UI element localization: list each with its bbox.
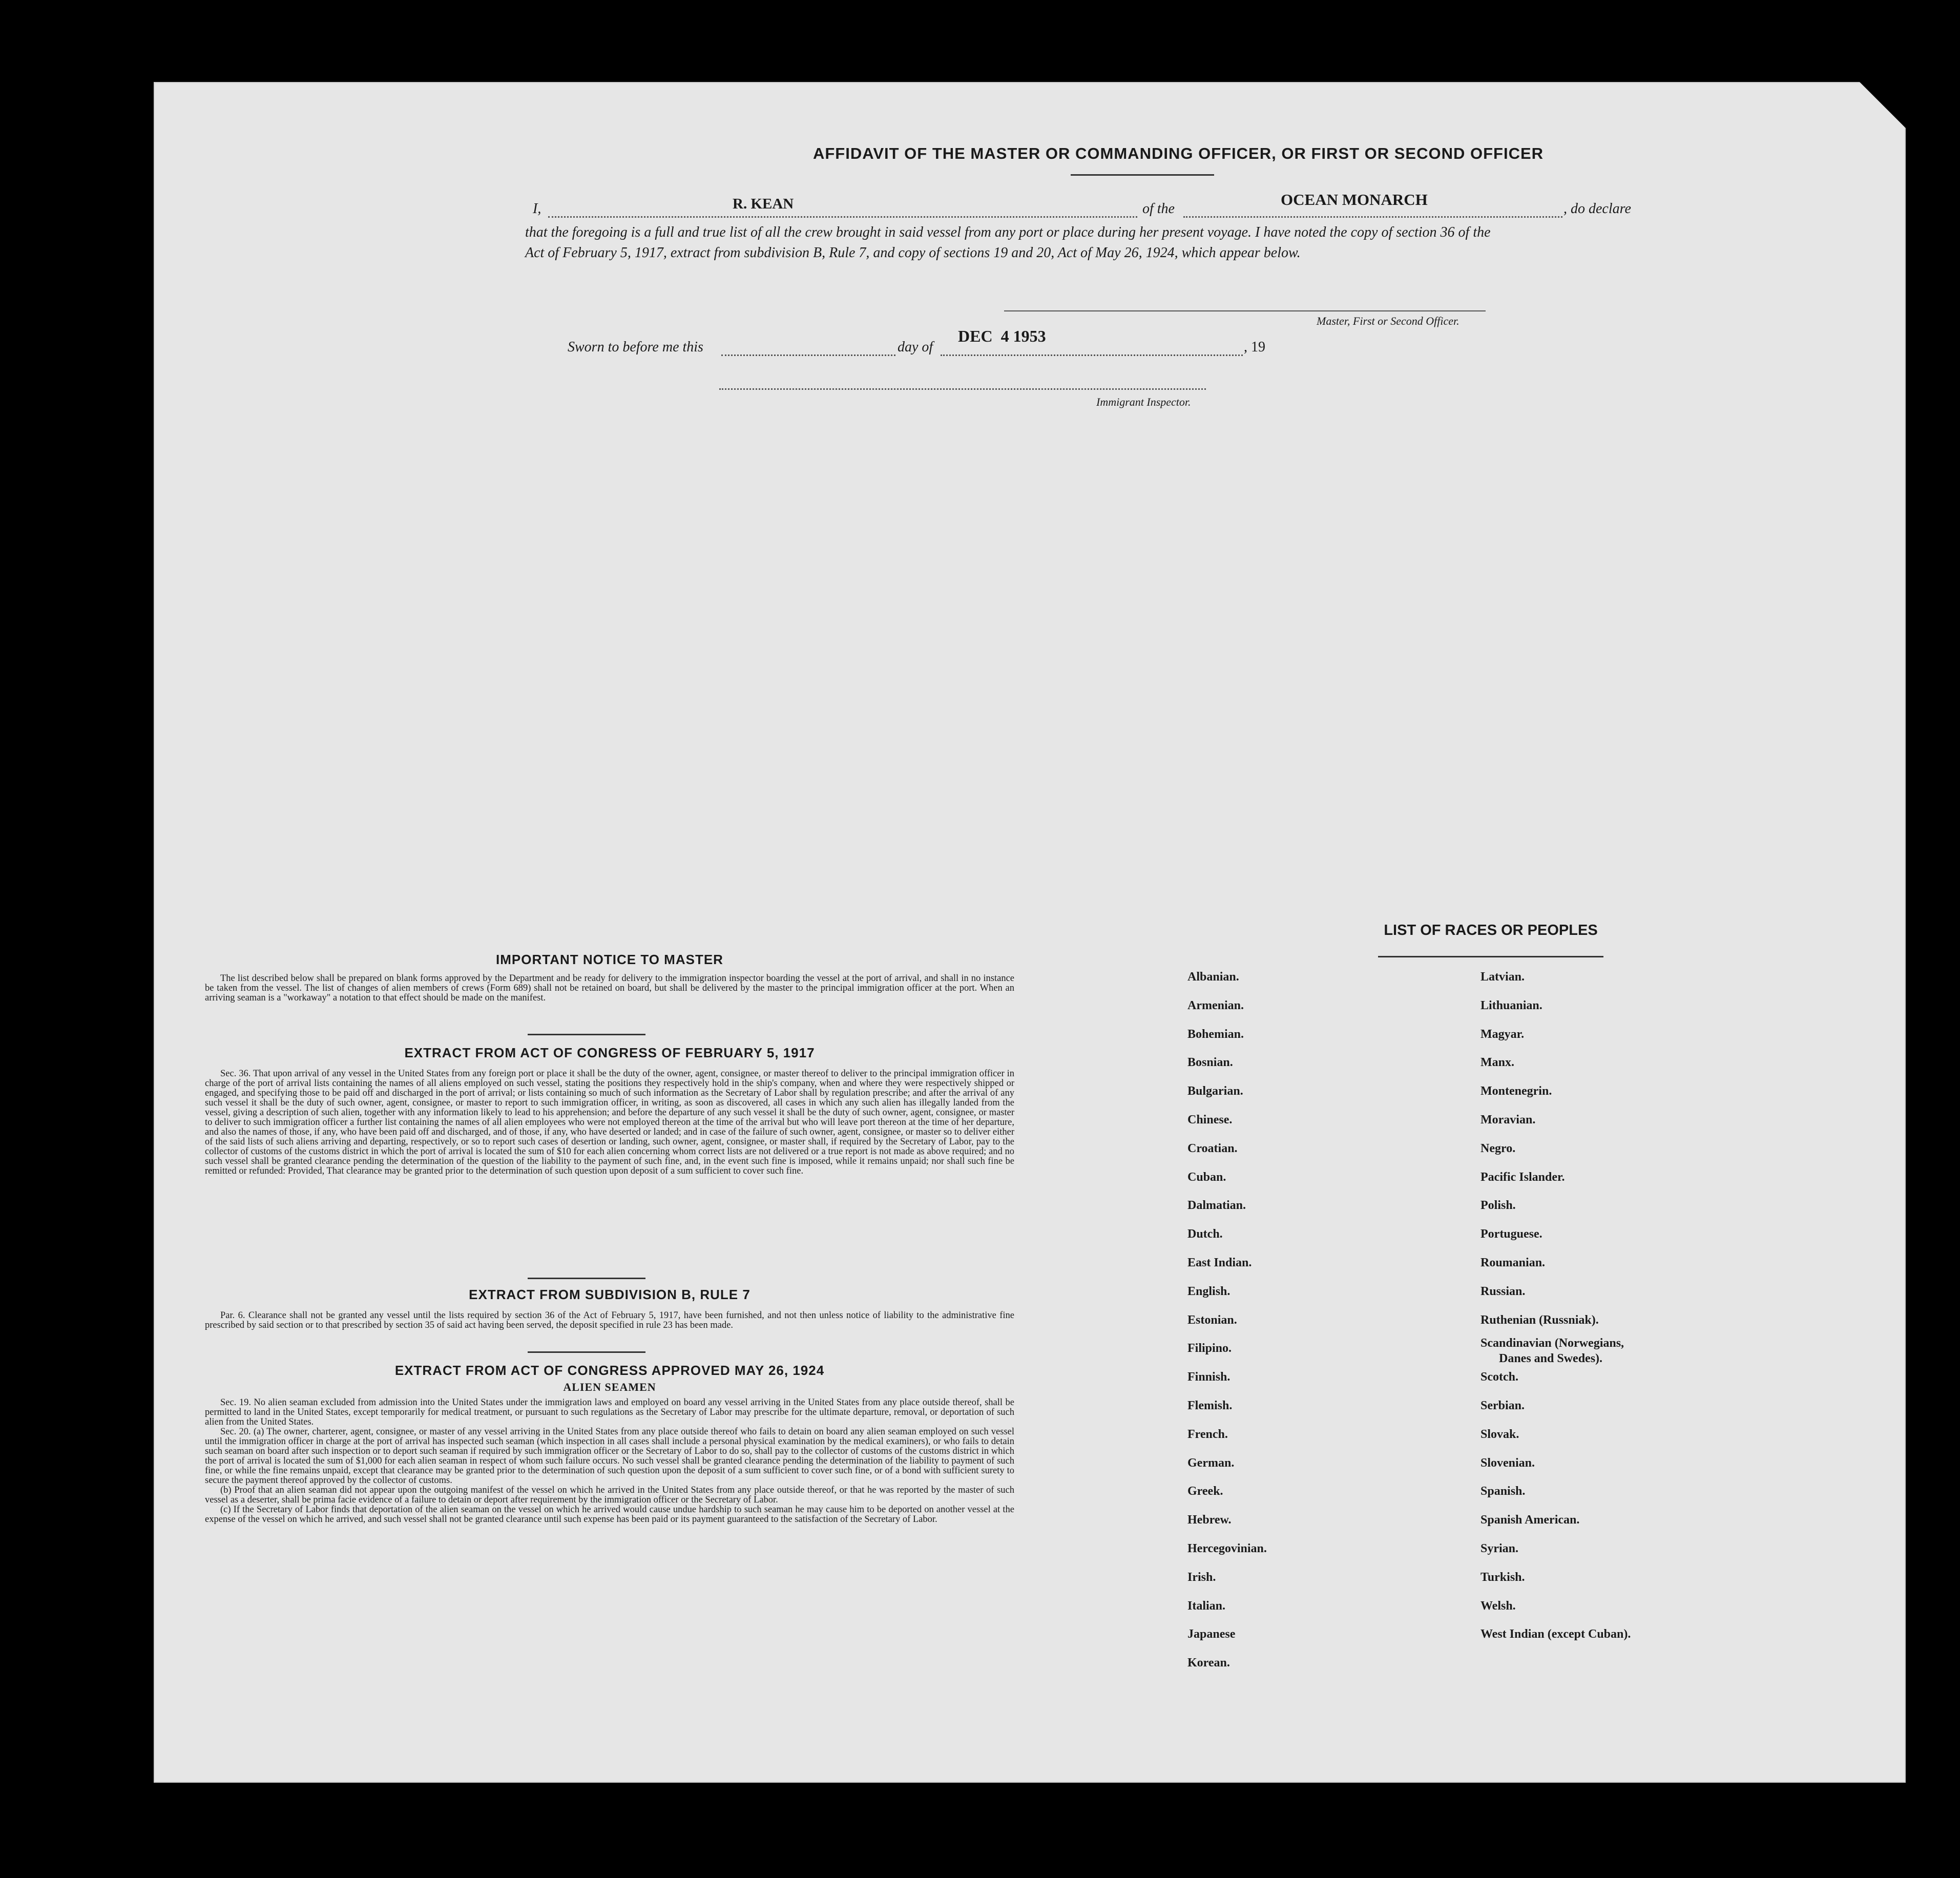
race-item: Dalmatian. [1187,1199,1246,1213]
sec-20a-text: Sec. 20. (a) The owner, charterer, agent, consignee, or master of any vessel arriving in the United States from any place outside thereof who fails to detain on board any alien seaman employed on such vessel until the immigration officer in charge at the port of arrival has inspected such seaman (which inspection in all cases shall include a personal physical examination by the medical examiners), or who fails to detain such seaman on board after such inspection or to deport such seaman if required by such immigration officer or the Secretary of Labor to do so, shall pay to the collector of customs of the customs district in which the port of arrival is located the sum of $1,000 for each alien seaman in respect of whom such failure occurs. No such vessel shall be granted clearance pending the determination of the liability to payment of such fine, or while the fine remains unpaid, except that clearance may be granted prior to the determination of such question upon the deposit of a sum sufficient to cover such fine, or of a bond with sufficient surety to secure the payment thereof approved by the collector of customs. [205,1427,1014,1486]
race-item: Negro. [1481,1141,1516,1155]
race-item: Filipino. [1187,1342,1232,1355]
race-item: Hercegovinian. [1187,1542,1267,1555]
race-item: Welsh. [1481,1599,1516,1613]
race-item: Portuguese. [1481,1227,1542,1241]
extract-rule7-text: Par. 6. Clearance shall not be granted any vessel until the lists required by section 36 of the Act of February 5, 1917, have been furnished, and not then unless notice of liability to the administrative fine prescribed by said section or to that prescribed by section 35 of said act having been served, the deposit specified in rule 23 has been made. [205,1310,1014,1330]
document-page [154,82,1906,1783]
race-item: Bulgarian. [1187,1084,1243,1098]
inspector-caption: Immigrant Inspector. [1096,395,1191,408]
inspector-line [719,388,1206,390]
race-item: Flemish. [1187,1399,1233,1412]
race-item: Pacific Islander. [1481,1170,1565,1184]
notice-text: The list described below shall be prepared on blank forms approved by the Department and be ready for delivery to the immigration inspector boarding the vessel at the port of arrival, and shall in no instance be taken from the vessel. The list of changes of alien members of crews (Form 689) shall not be retained on board, but shall be delivered by the master to the principal immigration officer at the port. When an arriving seaman is a "workaway" a notation to that effect should be made on the manifest. [205,973,1014,1003]
extract-rule7-title: EXTRACT FROM SUBDIVISION B, RULE 7 [469,1287,750,1302]
race-item: Polish. [1481,1199,1516,1213]
race-item: West Indian (except Cuban). [1481,1627,1631,1641]
extract-1917-text: Sec. 36. That upon arrival of any vessel in the United States from any foreign port or place it shall be the duty of the owner, agent, consignee, or master thereof to deliver to the principal immigration officer in charge of the port of arrival lists containing the names of all aliens employed on such vessel, stating the positions they respectively hold in the ship's company, when and where they were respectively shipped or engaged, and specifying those to be paid off and discharged in the port of arrival; or lists containing so much of such information as the Secretary of Labor shall by regulation prescribe; and after the arrival of any such vessel it shall be the duty of such owner, agent, consignee, or master to report to such immigration officer, in writing, as soon as discovered, all cases in which any such alien has illegally landed from the vessel, giving a description of such alien, together with any information likely to lead to his apprehension; and before the departure of any such vessel it shall be the duty of such owner, agent, consignee, or master to deliver to such immigration officer a further list containing the names of all alien employees who were not employed thereon at the time of the arrival but who will leave port thereon at the time of her departure, and also the names of those, if any, who have been paid off and discharged, and of those, if any, who have deserted or landed; and in case of the failure of such owner, agent, consignee, or master so to deliver either of the said lists of such aliens arriving and departing, respectively, or so to report such cases of desertion or landing, such owner, agent, consignee, or master shall, if required by the Secretary of Labor, pay to the collector of customs of the customs district in which the port of arrival is located the sum of $10 for each alien concerning whom correct lists are not delivered or a true report is not made as above required; and no such vessel shall be granted clearance pending the determination of the question of the liability to the payment of such fine, and, in the event such fine is imposed, while it remains unpaid; nor shall such fine be remitted or refunded: Provided, That clearance may be granted prior to the determination of such question upon deposit of a sum sufficient to cover such fine. [205,1069,1014,1176]
vessel-name-line [1183,216,1562,218]
master-caption: Master, First or Second Officer. [1317,315,1459,327]
race-item: French. [1187,1427,1228,1441]
race-item: Albanian. [1187,970,1239,984]
alien-seamen-subtitle: ALIEN SEAMEN [563,1381,656,1393]
race-item: Hebrew. [1187,1513,1232,1527]
race-item: Greek. [1187,1485,1223,1498]
race-item: Armenian. [1187,998,1244,1012]
sec-20c-text: (c) If the Secretary of Labor finds that deportation of the alien seaman on the vessel on which he arrived would cause undue hardship to such seaman he may cause him to be deported on another vessel at the expense of the vessel on which he arrived, and such vessel shall not be granted clearance until such expense has been paid or its payment guaranteed to the satisfaction of the Secretary of Labor. [205,1505,1014,1525]
section-divider [528,1351,645,1353]
affidavit-title: AFFIDAVIT OF THE MASTER OR COMMANDING OFFICER, OR FIRST OR SECOND OFFICER [812,144,1544,162]
extract-rule7-section [205,1287,1014,1330]
race-item: German. [1187,1456,1235,1470]
race-item: Korean. [1187,1656,1230,1670]
race-item: Bosnian. [1187,1056,1233,1070]
race-item: Roumanian. [1481,1256,1546,1269]
sworn-label: Sworn to before me this [568,339,703,355]
race-item: Montenegrin. [1481,1084,1552,1098]
notice-title: IMPORTANT NOTICE TO MASTER [496,952,723,967]
race-item: Magyar. [1481,1027,1525,1041]
race-item: Croatian. [1187,1141,1238,1155]
master-name: R. KEAN [733,196,794,212]
races-title: LIST OF RACES OR PEOPLES [1384,922,1598,938]
master-signature-line [1004,310,1486,311]
race-item: Japanese [1187,1627,1236,1641]
date-stamp: DEC 4 1953 [958,327,1046,345]
extract-1924-section [205,1363,1014,1525]
race-item: Latvian. [1481,970,1525,984]
section-divider [528,1034,645,1035]
section-divider [528,1278,645,1279]
race-item: East Indian. [1187,1256,1252,1269]
do-declare-label: , do declare [1563,201,1631,217]
sec-20b-text: (b) Proof that an alien seaman did not appear upon the outgoing manifest of the vessel on which he arrived in the United States from any place outside thereof, or that he was reported by the master of such vessel as a deserter, shall be prima facie evidence of a failure to detain or deport after requirement by the immigration officer or the Secretary of Labor. [205,1485,1014,1505]
race-item: Manx. [1481,1056,1514,1070]
race-item: Irish. [1187,1570,1216,1584]
race-item: Lithuanian. [1481,998,1542,1012]
race-item: Scandinavian (Norwegians, [1481,1337,1624,1350]
race-item: Bohemian. [1187,1027,1244,1041]
race-item: Slovak. [1481,1427,1519,1441]
race-item: Spanish American. [1481,1513,1580,1527]
sec-19-text: Sec. 19. No alien seaman excluded from admission into the United States under the immigration laws and employed on board any vessel arriving in the United States from any place outside thereof, shall be permitted to land in the United States, except temporarily for medical treatment, or pursuant to such regulations as the Secretary of Labor may prescribe for the ultimate departure, removal, or deportation of such alien from the United States. [205,1397,1014,1427]
day-of-label: day of [898,339,933,355]
master-name-line [548,216,1137,218]
sworn-month-line [941,354,1243,356]
race-item: Italian. [1187,1599,1226,1613]
race-item: Dutch. [1187,1227,1223,1241]
year-prefix: , 19 [1244,339,1265,355]
race-item: Finnish. [1187,1370,1231,1384]
race-item: Turkish. [1481,1570,1525,1584]
extract-1917-section [205,1045,1014,1176]
race-item: Danes and Swedes). [1499,1352,1603,1366]
sworn-day-line [721,354,895,356]
race-item: Serbian. [1481,1399,1525,1412]
race-item: Scotch. [1481,1370,1518,1384]
race-item: Syrian. [1481,1542,1519,1555]
race-item: Spanish. [1481,1485,1526,1498]
affidavit-body: that the foregoing is a full and true list of all the crew brought in said vessel from any port or place during her present voyage. I have noted the copy of section 36 of the Act of February 5, 1917, extract from subdivision B, Rule 7, and copy of sections 19 and 20, Act of May 26, 1924, which appear below. [525,224,1491,261]
race-item: English. [1187,1284,1231,1298]
i-label: I, [533,201,541,217]
of-the-label: of the [1142,201,1175,217]
extract-1924-title: EXTRACT FROM ACT OF CONGRESS APPROVED MAY 26, 1924 [394,1363,825,1378]
race-item: Moravian. [1481,1113,1536,1126]
race-item: Russian. [1481,1284,1526,1298]
races-divider [1378,956,1603,957]
race-item: Cuban. [1187,1170,1226,1184]
extract-1917-title: EXTRACT FROM ACT OF CONGRESS OF FEBRUARY 5, 1917 [404,1045,815,1060]
notice-section [205,952,1014,1003]
race-item: Ruthenian (Russniak). [1481,1313,1599,1327]
race-item: Estonian. [1187,1313,1237,1327]
title-divider [1071,174,1214,176]
race-item: Chinese. [1187,1113,1233,1126]
race-item: Slovenian. [1481,1456,1535,1470]
vessel-name: OCEAN MONARCH [1281,191,1428,208]
